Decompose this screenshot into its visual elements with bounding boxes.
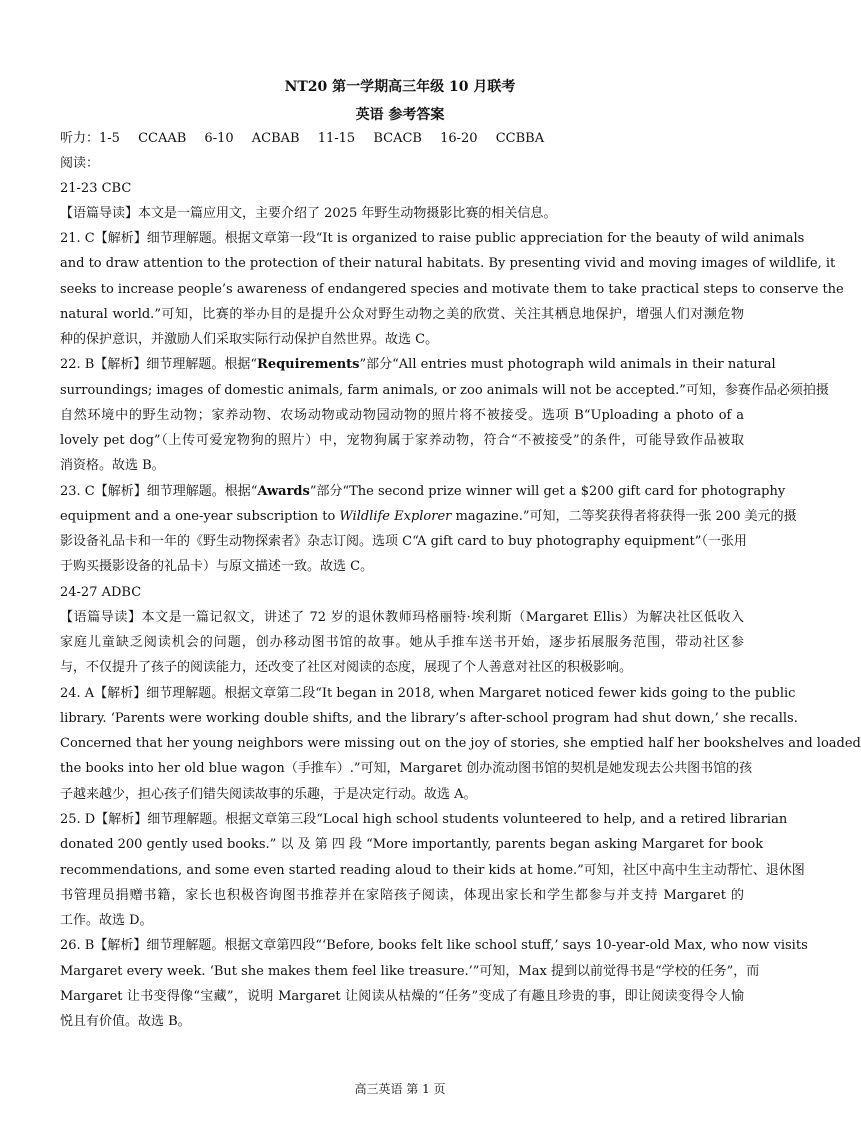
explanation-line: 书管理员捐赠书籍，家长也积极咨询图书推荐并在家陪孩子阅读，体现出家长和学生都参与并支持 Margaret 的 (60, 888, 744, 903)
explanation-line: library. ‘Parents were working double shifts, and the library’s after-school program had shut down,’ she recalls. (60, 711, 798, 726)
explanation-line: 21. C【解析】细节理解题。根据文章第一段“It is organized to raise public appreciation for the beauty of wild animals (60, 231, 805, 246)
reading-label: 阅读： (60, 156, 100, 171)
explanation-line: 工作。故选 D。 (60, 913, 153, 928)
explanation-line: 26. B【解析】细节理解题。根据文章第四段“‘Before, books felt like school stuff,’ says 10-year-old Max, who now visits (60, 938, 808, 953)
exam-subtitle: 英语 参考答案 (355, 107, 445, 123)
explanation-line: the books into her old blue wagon（手推车）.”可知，Margaret 创办流动图书馆的契机是她发现去公共图书馆的孩 (60, 761, 753, 776)
answers-21-23: 21-23 CBC (60, 181, 132, 196)
explanation-line: Margaret 让书变得像“宝藏”，说明 Margaret 让阅读从枯燥的“任务”变成了有趣且珍贵的事，即让阅读变得令人愉 (60, 989, 744, 1004)
explanation-line: 22. B【解析】细节理解题。根据“Requirements”部分“All entries must photograph wild animals in their natural (60, 357, 776, 372)
passage-guide-b: 【语篇导读】本文是一篇记叙文，讲述了 72 岁的退休教师玛格丽特·埃利斯（Margaret Ellis）为解决社区低收入 (60, 610, 744, 625)
passage-guide-b: 与，不仅提升了孩子的阅读能力，还改变了社区对阅读的态度，展现了个人善意对社区的积极影响。 (60, 660, 633, 675)
explanation-line: surroundings; images of domestic animals, farm animals, or zoo animals will not be accepted.”可知，参赛作品必须拍摄 (60, 383, 829, 398)
explanation-line: Margaret every week. ‘But she makes them feel like treasure.’”可知，Max 提到以前觉得书是“学校的任务”，而 (60, 964, 760, 979)
explanation-line: 消资格。故选 B。 (60, 458, 165, 473)
explanation-line: 于购买摄影设备的礼品卡）与原文描述一致。故选 C。 (60, 559, 374, 574)
page-footer: 高三英语 第 1 页 (354, 1082, 446, 1096)
explanation-line: 种的保护意识，并激励人们采取实际行动保护自然世界。故选 C。 (60, 332, 439, 347)
explanation-line: 自然环境中的野生动物；家养动物、农场动物或动物园动物的照片将不被接受。选项 B“Uploading a photo of a (60, 408, 744, 423)
listening-answers: 听力：1-5 CCAAB 6-10 ACBAB 11-15 BCACB 16-20 CCBBA (60, 131, 545, 146)
explanation-line: 23. C【解析】细节理解题。根据“Awards”部分“The second prize winner will get a $200 gift card for photography (60, 484, 786, 499)
explanation-line: recommendations, and some even started reading aloud to their kids at home.”可知，社区中高中生主动帮忙、退休图 (60, 863, 805, 878)
section-name-awards: Awards (257, 484, 310, 499)
explanation-line: lovely pet dog”（上传可爱宠物狗的照片）中，宠物狗属于家养动物，符合“不被接受”的条件，可能导致作品被取 (60, 433, 744, 448)
explanation-line: seeks to increase people’s awareness of endangered species and motivate them to take practical steps to conserve the (60, 282, 844, 297)
explanation-line: 24. A【解析】细节理解题。根据文章第二段“It began in 2018, when Margaret noticed fewer kids going to the public (60, 686, 796, 701)
passage-guide-b: 家庭儿童缺乏阅读机会的问题，创办移动图书馆的故事。她从手推车送书开始，逐步拓展服务范围，带动社区参 (60, 635, 744, 650)
explanation-line: and to draw attention to the protection of their natural habitats. By presenting vivid and moving images of wildlife, it (60, 256, 836, 271)
magazine-title: Wildlife Explorer (339, 509, 452, 524)
explanation-line: 子越来越少，担心孩子们错失阅读故事的乐趣，于是决定行动。故选 A。 (60, 787, 477, 802)
explanation-line: natural world.”可知，比赛的举办目的是提升公众对野生动物之美的欣赏、关注其栖息地保护，增强人们对濒危物 (60, 307, 744, 322)
explanation-line: equipment and a one-year subscription to Wildlife Explorer magazine.”可知，二等奖获得者将获得一张 200 美元的摄 (60, 509, 797, 524)
explanation-line: 25. D【解析】细节理解题。根据文章第三段“Local high school students volunteered to help, and a retired librarian (60, 812, 788, 827)
section-name-requirements: Requirements (257, 357, 360, 372)
explanation-line: 影设备礼品卡和一年的《野生动物探索者》杂志订阅。选项 C“A gift card to buy photography equipment”（一张用 (60, 534, 747, 549)
explanation-line: Concerned that her young neighbors were missing out on the joy of stories, she emptied half her bookshelves and loaded (60, 736, 861, 751)
passage-guide-a: 【语篇导读】本文是一篇应用文，主要介绍了 2025 年野生动物摄影比赛的相关信息。 (60, 206, 557, 221)
answers-24-27: 24-27 ADBC (60, 585, 142, 600)
explanation-line: donated 200 gently used books.” 以 及 第 四 段 “More importantly, parents began asking Margaret for book (60, 837, 764, 852)
explanation-line: 悦且有价值。故选 B。 (60, 1014, 191, 1029)
exam-title: NT20 第一学期高三年级 10 月联考 (284, 79, 516, 95)
